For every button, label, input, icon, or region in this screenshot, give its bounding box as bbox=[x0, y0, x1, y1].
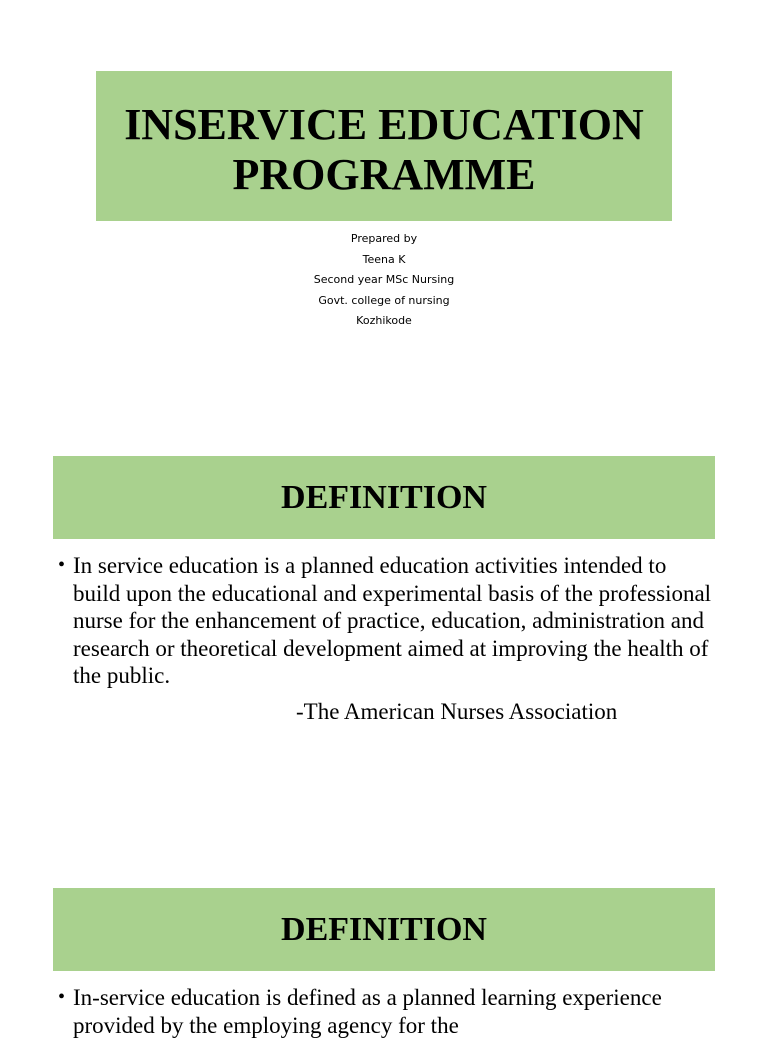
title-slide bbox=[0, 0, 768, 432]
definition-slide-2 bbox=[0, 864, 768, 1038]
definition-body bbox=[58, 984, 718, 1039]
list-item bbox=[58, 552, 718, 690]
definition-text: In service education is a planned education activities intended to build upon the educational and experimental basis of the professional nurse for the enhancement of practice, education, administration and research or theoretical development aimed at improving the health of the public. bbox=[73, 553, 712, 689]
definition-header-banner bbox=[53, 456, 715, 539]
slide-title bbox=[124, 92, 644, 200]
definition-heading: DEFINITION bbox=[281, 478, 487, 516]
title-banner bbox=[96, 71, 672, 221]
author-info bbox=[0, 229, 768, 332]
definition-text: In-service education is defined as a planned learning experience provided by the employing agency for the bbox=[73, 985, 662, 1038]
definition-heading: DEFINITION bbox=[281, 910, 487, 948]
definition-slide-1 bbox=[0, 432, 768, 864]
prepared-by-label: Prepared by bbox=[350, 232, 418, 245]
slide-title-line2: PROGRAMME bbox=[232, 150, 536, 199]
author-course: Second year MSc Nursing bbox=[313, 273, 455, 286]
definition-header-banner bbox=[53, 888, 715, 971]
list-item bbox=[58, 984, 718, 1039]
bullet-icon: • bbox=[58, 554, 66, 576]
definition-attribution: -The American Nurses Association bbox=[296, 698, 618, 724]
author-name: Teena K bbox=[362, 252, 406, 266]
author-institution: Govt. college of nursing bbox=[318, 293, 450, 307]
author-location: Kozhikode bbox=[356, 314, 412, 327]
definition-body bbox=[58, 552, 718, 726]
slide-title-line1: INSERVICE EDUCATION bbox=[124, 100, 644, 149]
bullet-icon: • bbox=[58, 986, 66, 1008]
